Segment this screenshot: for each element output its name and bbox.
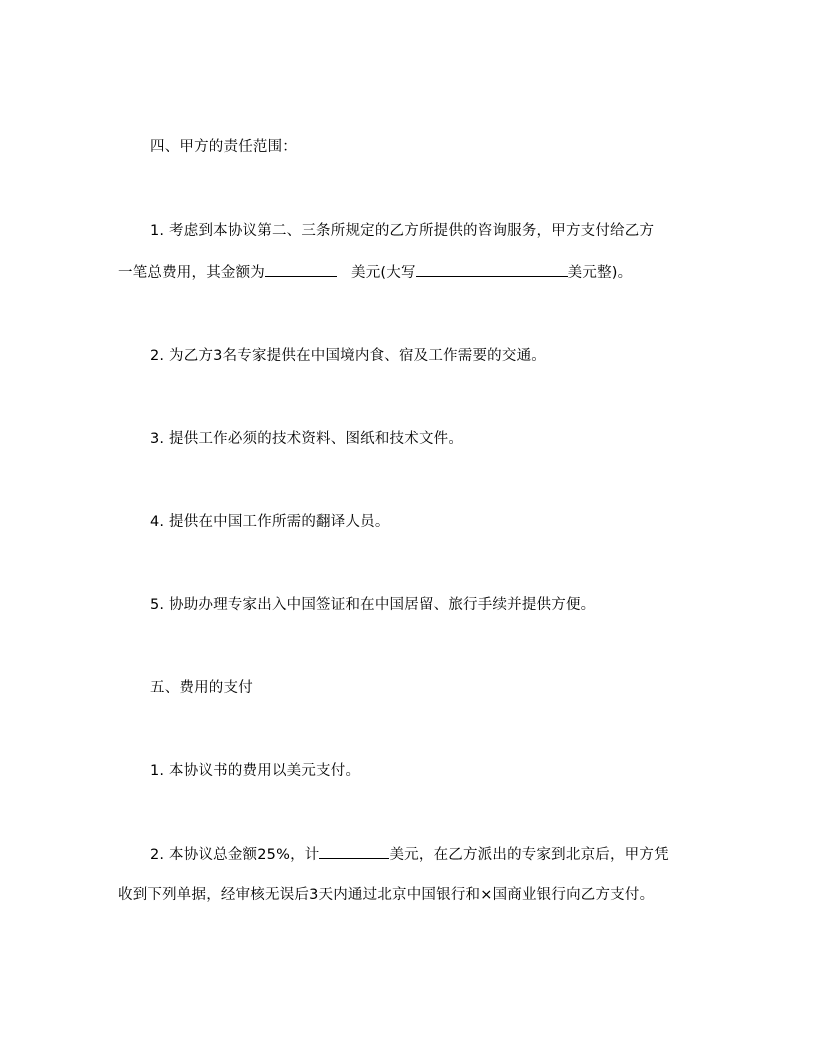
payment-condition-text: 美元，在乙方派出的专家到北京后，甲方凭 [389, 847, 669, 863]
fee-closing-text: 美元整)。 [567, 265, 633, 281]
fee-currency-text: 美元(大写 [351, 265, 416, 281]
fee-intro-text: 一笔总费用，其金额为 [118, 265, 265, 281]
fee-amount-words-blank [416, 262, 568, 277]
section-5-heading: 五、费用的支付 [150, 680, 253, 696]
section-4-item-1-line-2 [118, 262, 632, 283]
payment-intro-text: 2. 本协议总金额25%，计 [150, 847, 320, 863]
section-5-item-2-line-2: 收到下列单据，经审核无误后3天内通过北京中国银行和×国商业银行向乙方支付。 [118, 887, 655, 903]
section-5-item-2-line-1 [150, 844, 669, 865]
section-5-item-1: 1. 本协议书的费用以美元支付。 [150, 763, 361, 779]
fee-amount-blank [265, 262, 337, 277]
section-4-item-1-line-1: 1. 考虑到本协议第二、三条所规定的乙方所提供的咨询服务，甲方支付给乙方 [150, 223, 655, 239]
section-4-item-5: 5. 协助办理专家出入中国签证和在中国居留、旅行手续并提供方便。 [150, 597, 596, 613]
section-4-item-4: 4. 提供在中国工作所需的翻译人员。 [150, 514, 390, 530]
payment-amount-blank [319, 844, 389, 859]
section-4-heading: 四、甲方的责任范围： [150, 139, 297, 155]
section-4-item-2: 2. 为乙方3名专家提供在中国境内食、宿及工作需要的交通。 [150, 348, 546, 364]
section-4-item-3: 3. 提供工作必须的技术资料、图纸和技术文件。 [150, 431, 464, 447]
